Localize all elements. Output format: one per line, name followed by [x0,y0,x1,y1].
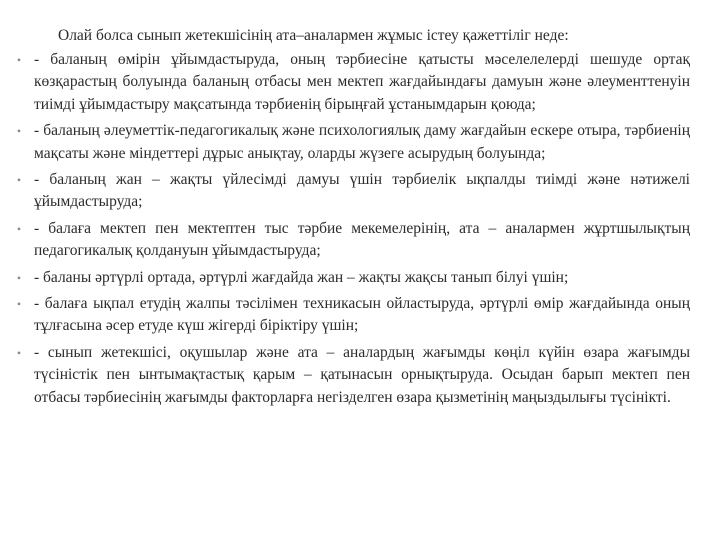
bullet-item-6 [14,293,690,338]
bullet-marker-icon: • [16,345,22,360]
bullet-text: - баланың жан – жақты үйлесімді дамуы үшін тәрбиелік ықпалды тиімді және нәтижелі ұйымдастыруда; [34,171,690,211]
bullet-text: - баланың өмірін ұйымдастыруда, оның тәрбиесіне қатысты мәселелелерді шешуде ортақ көзқарастың болуында баланың отбасы мен мектеп жағдайындағы дамуын және әлеументтенуін тиімді ұйымдастыру мақсатында тәрбиенің бірыңғай ұстанымдарын қоюда; [34,51,690,113]
bullet-item-5 [14,267,690,289]
slide-heading: Олай болса сынып жетекшісінің ата–аналармен жұмыс істеу қажеттіліг неде: [58,27,569,44]
bullet-text: - сынып жетекшісі, оқушылар және ата – аналардың жағымды көңіл күйін өзара жағымды түсіністік пен ынтымақтастық қарым – қатынасын орнықтыруда. Осыдан барып мектеп пен отбасы тәрбиесінің жағымды факторларға негізделген өзара қызметінің маңыздылығы түсінікті. [34,343,690,406]
bullet-text: - балаға ықпал етудің жалпы тәсілімен техникасын ойластыруда, әртүрлі өмір жағдайында оның тұлғасына әсер етуде күш жігерді біріктіру үшін; [34,295,690,335]
bullet-marker-icon: • [16,270,22,285]
bullet-text: - баланың әлеуметтік-педагогикалық және психологиялық даму жағдайын ескере отыра, тәрбиенің мақсаты және міндеттері дұрыс анықтау, оларды жүзеге асырудың болуында; [34,122,690,162]
bullet-item-1 [14,49,690,116]
bullet-item-7 [14,342,690,409]
bullet-marker-icon: • [16,124,22,139]
bullet-marker-icon: • [16,53,22,67]
bullet-item-2 [14,120,690,165]
bullet-text: - балаға мектеп пен мектептен тыс тәрбие мекемелерінің, ата – аналармен жұртшылықтың педагогикалық қолдануын ұйымдастыруда; [34,219,690,260]
bullet-marker-icon: • [16,297,22,312]
bullet-list [14,49,690,413]
bullet-marker-icon: • [16,173,22,188]
bullet-item-3 [14,169,690,214]
bullet-item-4 [14,218,690,263]
bullet-text: - баланы әртүрлі ортада, әртүрлі жағдайда жан – жақты жақсы танып білуі үшін; [34,268,569,286]
bullet-marker-icon: • [16,221,22,236]
